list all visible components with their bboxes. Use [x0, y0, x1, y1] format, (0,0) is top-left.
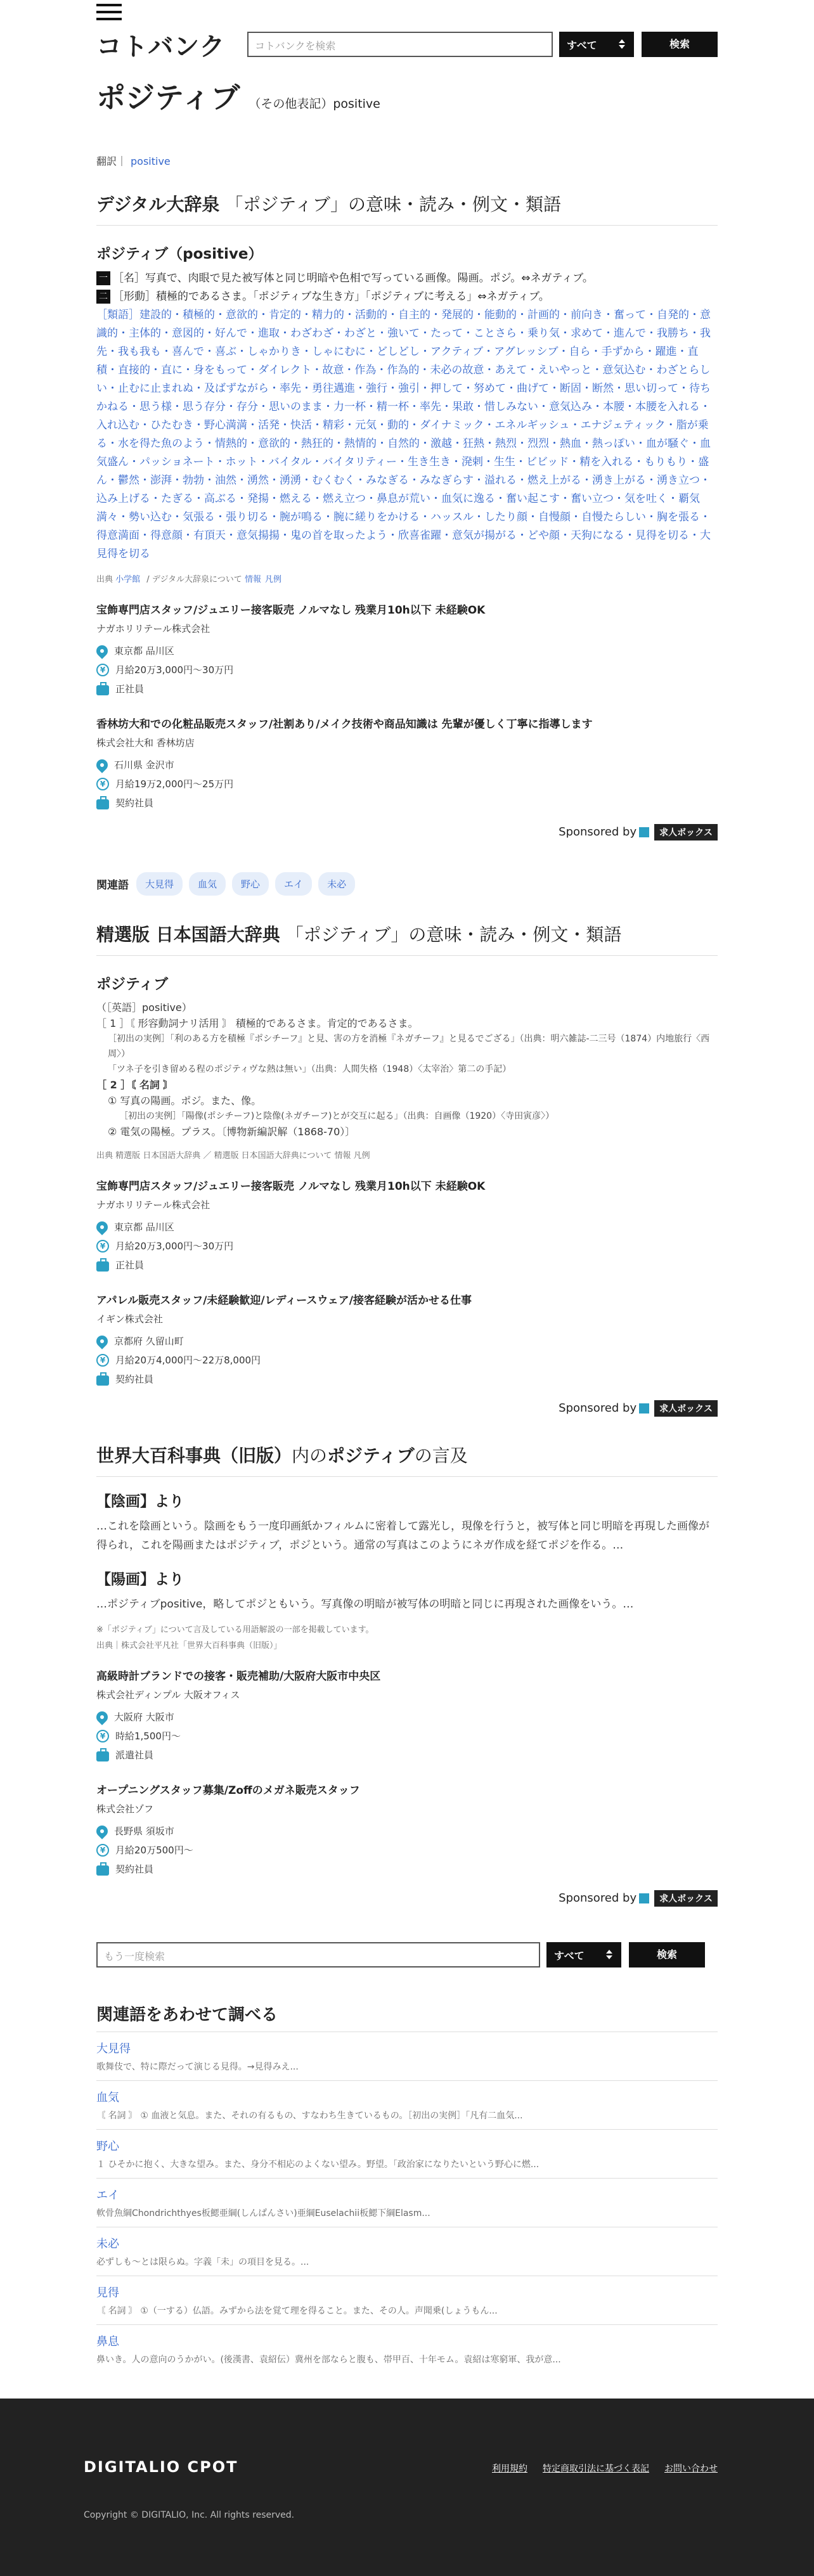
footer-link[interactable]: お問い合わせ [664, 2464, 718, 2474]
daijisen-def1 [96, 269, 718, 288]
heibon-p2: …ポジティブpositive，略してポジともいう。写真像の明暗が被写体の明暗と同じに再現された画像をいう。… [96, 1598, 634, 1611]
source-legend-link[interactable]: 凡例 [264, 575, 281, 584]
job-salary-text: 月給20万3,000円〜30万円 [115, 1240, 234, 1252]
location-pin-icon [94, 1219, 110, 1235]
job-type [96, 1746, 718, 1765]
sponsor-label: Sponsored by [559, 825, 637, 839]
nihon-s1: ［ 1 ］〘 形容動詞ナリ活用 〙 積極的であるさま。肯定的であるさま。 [96, 1017, 418, 1029]
related-word-link[interactable]: 鼻息 [96, 2335, 119, 2348]
related-word-item[interactable] [96, 2129, 718, 2178]
job-company: イギン株式会社 [96, 1313, 163, 1325]
job-type-text: 正社員 [115, 1259, 145, 1271]
translation-label: 翻訳｜ [96, 155, 127, 167]
job-card[interactable] [96, 1291, 718, 1389]
yen-icon: ¥ [96, 1844, 109, 1857]
daijisen-head: ポジティブ（positive） [96, 246, 263, 262]
footer-links [477, 2462, 718, 2475]
job-salary-text: 月給20万4,000円〜22万8,000円 [115, 1355, 261, 1366]
job-location [96, 641, 718, 660]
search-button[interactable]: 検索 [642, 32, 718, 57]
briefcase-icon [96, 799, 109, 809]
related-word-desc: 鼻いき。人の意向のうかがい。(後漢書、袁紹伝）冀州を部ならと腹も、帯甲百、十年モム。袁紹は寒窮軍、我が意... [96, 2355, 561, 2365]
related-words-list [96, 2032, 718, 2373]
related-chip[interactable]: 未必 [318, 872, 355, 896]
category-select[interactable]: すべて [559, 32, 634, 57]
heibon-title-word: ポジティブ [327, 1445, 415, 1466]
related-chip[interactable]: エイ [275, 872, 312, 896]
daijisen-title [96, 191, 718, 226]
daijisen-def2 [96, 288, 718, 306]
translation-link[interactable]: positive [131, 155, 171, 167]
nihon-s2: ［ 2 ］〘 名詞 〙 [96, 1079, 174, 1091]
job-salary [96, 775, 718, 794]
location-pin-icon [94, 1709, 110, 1725]
source-info-link[interactable]: 情報 [244, 575, 261, 584]
heibon-p1: …これを陰画という。陰画をもう一度印画紙かフィルムに密着して露光し，現像を行うと，被写体と同じ明暗を再現した画像が得られ，これを陽画またはポジティブ，ポジという。通常の写真はこのようにネガ作成を経てポジを作る。… [96, 1520, 709, 1552]
job-salary-text: 月給19万2,000円〜25万円 [115, 778, 234, 790]
job-salary-text: 月給20万500円〜 [115, 1845, 193, 1856]
job-type-text: 契約社員 [115, 1374, 154, 1385]
job-company: 株式会社ゾフ [96, 1803, 154, 1815]
job-card[interactable] [96, 1177, 718, 1275]
related-word-item[interactable] [96, 2080, 718, 2129]
job-company: ナガホリリテール株式会社 [96, 1199, 210, 1211]
heibon-title [96, 1442, 718, 1477]
heibon-h2: 【陽画】より [96, 1571, 184, 1588]
job-salary [96, 1351, 718, 1370]
job-type-text: 正社員 [115, 683, 145, 695]
heibon-note: ※「ポジティブ」について言及している用語解説の一部を掲載しています。 [96, 1625, 374, 1635]
nihon-title [96, 921, 718, 956]
kyujinbox-logo-icon [639, 1403, 649, 1414]
job-type [96, 1370, 718, 1389]
job-type [96, 1860, 718, 1879]
job-type [96, 1256, 718, 1275]
job-location [96, 1332, 718, 1351]
location-pin-icon [94, 757, 110, 773]
job-list-2 [96, 1177, 718, 1389]
location-pin-icon [94, 643, 110, 659]
job-location [96, 1708, 718, 1727]
footer-link[interactable]: 特定商取引法に基づく表記 [543, 2464, 649, 2474]
main-content [0, 75, 814, 2373]
heibon-title-mid: 内の [292, 1445, 328, 1466]
nihon-title-rest: 「ポジティブ」の意味・読み・例文・類語 [285, 924, 622, 945]
kyujinbox-logo-icon [639, 827, 649, 837]
job-location [96, 756, 718, 775]
job-title[interactable]: 香林坊大和での化粧品販売スタッフ/社割あり/メイク技術や商品知識は 先輩が優しく丁寧に指導します [96, 718, 593, 731]
source-label: 出典 [96, 575, 113, 584]
job-title[interactable]: アパレル販売スタッフ/未経験歓迎/レディースウェア/接客経験が活かせる仕事 [96, 1294, 472, 1307]
related-word-link[interactable]: 血気 [96, 2091, 119, 2104]
job-type-text: 契約社員 [115, 797, 154, 809]
related-label: 関連語 [96, 879, 129, 892]
briefcase-icon [96, 685, 109, 695]
related-word-link[interactable]: エイ [96, 2189, 119, 2202]
site-logo[interactable]: コトバンク [96, 32, 226, 61]
heibon-title-rest: の言及 [414, 1445, 468, 1466]
related-word-link[interactable]: 未必 [96, 2238, 119, 2251]
related-word-item[interactable] [96, 2276, 718, 2324]
related-word-item[interactable] [96, 2178, 718, 2227]
heibon-source: 出典｜株式会社平凡社「世界大百科事典（旧版）」 [96, 1641, 282, 1651]
kyujinbox-logo-icon [639, 1893, 649, 1903]
def1-text: ［名］写真で、肉眼で見た被写体と同じ明暗や色相で写っている画像。陽画。ポジ。⇔ネガティブ。 [113, 272, 593, 285]
related-word-desc: 〘 名詞 〙 ① 血液と気息。また、それの有るもの、すなわち生きているもの。［初出の実例］「凡有二血気... [96, 2111, 523, 2121]
job-salary [96, 1237, 718, 1256]
footer-link[interactable]: 利用規約 [492, 2464, 527, 2474]
job-card[interactable] [96, 601, 718, 699]
job-card[interactable] [96, 1667, 718, 1765]
nihon-s2a: ① 写真の陽画。ポジ。また、像。 [108, 1095, 262, 1107]
related-word-link[interactable]: 大見得 [96, 2042, 131, 2056]
sponsor-label: Sponsored by [559, 1401, 637, 1415]
bottom-search-input[interactable]: もう一度検索 [96, 1942, 540, 1967]
related-word-desc: １ ひそかに抱く、大きな望み。また、身分不相応のよくない望み。野望。「政治家になりたいという野心に燃... [96, 2160, 539, 2170]
job-salary [96, 1841, 718, 1860]
def2-text: ［形動］積極的であるさま。「ポジティブな生き方」「ポジティブに考える」⇔ネガティブ。 [113, 290, 550, 303]
nihon-source: 出典 精選版 日本国語大辞典 ／ 精選版 日本国語大辞典について 情報 凡例 [96, 1151, 370, 1161]
daijisen-title-rest: 「ポジティブ」の意味・読み・例文・類語 [225, 194, 561, 215]
related-word-item[interactable] [96, 2324, 718, 2373]
bottom-category-select[interactable]: すべて [546, 1942, 621, 1967]
job-title[interactable]: 宝飾専門店スタッフ/ジュエリー接客販売 ノルマなし 残業月10h以下 未経験OK [96, 604, 486, 617]
yen-icon: ¥ [96, 1354, 109, 1367]
location-pin-icon [94, 1333, 110, 1349]
job-company: 株式会社大和 香林坊店 [96, 737, 195, 749]
related-word-link[interactable]: 見得 [96, 2286, 119, 2300]
source-title: デジタル大辞泉について [152, 575, 242, 584]
briefcase-icon [96, 1865, 109, 1876]
page-subtitle: （その他表記）positive [249, 97, 380, 111]
job-card[interactable] [96, 715, 718, 813]
footer-logo[interactable]: DIGITALIO CPOT [84, 2458, 238, 2476]
job-type [96, 794, 718, 813]
job-location-text: 大阪府 大阪市 [114, 1711, 174, 1723]
job-location [96, 1218, 718, 1237]
job-location-text: 長野県 須坂市 [114, 1826, 174, 1837]
sponsor-brand[interactable]: 求人ボックス [654, 824, 718, 840]
sponsor [96, 1400, 718, 1417]
job-list-1 [96, 601, 718, 813]
sponsor-label: Sponsored by [559, 1891, 637, 1905]
related-word-item[interactable] [96, 2032, 718, 2080]
footer [0, 2399, 814, 2576]
job-title[interactable]: オープニングスタッフ募集/Zoffのメガネ販売スタッフ [96, 1784, 360, 1797]
related-words-title: 関連語をあわせて調べる [96, 2006, 278, 2025]
job-location-text: 京都府 久留山町 [114, 1336, 184, 1347]
job-location-text: 東京都 品川区 [114, 645, 174, 657]
briefcase-icon [96, 1261, 109, 1272]
job-location-text: 石川県 金沢市 [114, 759, 174, 771]
related-word-desc: 軟骨魚綱Chondrichthyes板鰓亜綱(しんぱんさい)亜綱Euselachii板鰓下綱Elasm... [96, 2208, 430, 2219]
job-salary-text: 時給1,500円〜 [115, 1730, 181, 1742]
block-icon: 一 [96, 271, 110, 285]
search-input[interactable]: コトバンクを検索 [247, 32, 553, 57]
block-icon: 二 [96, 290, 110, 304]
sponsor [96, 824, 718, 840]
related-word-desc: 〘 名詞 〙 ①（一する）仏語。みずから法を覚て理を得ること。また、その人。声聞乗(しょうもん... [96, 2306, 498, 2316]
bottom-search-button[interactable]: 検索 [629, 1942, 705, 1967]
copyright: Copyright © DIGITALIO, Inc. All rights reserved. [84, 2510, 295, 2520]
daijisen-source: 出典 小学館 / デジタル大辞泉について 情報 凡例 [96, 575, 281, 584]
yen-icon: ¥ [96, 664, 109, 676]
bottom-search [96, 1942, 718, 1970]
briefcase-icon [96, 1375, 109, 1386]
menu-icon[interactable] [96, 4, 122, 24]
nihon-q1: ［初出の実例］「利のある方を積極『ポシチーフ』と見、害の方を消極『ネガチーフ』と見るでござる」（出典：明六雑誌-二三号（1874）内地旅行〈西周〉） [108, 1034, 710, 1059]
nihon-eng: （［英語］positive） [96, 1001, 192, 1014]
job-type [96, 679, 718, 699]
related-word-desc: 必ずしも～とは限らぬ。字義「未」の項目を見る。... [96, 2257, 309, 2267]
sponsor [96, 1890, 718, 1907]
sponsor-brand[interactable]: 求人ボックス [654, 1890, 718, 1907]
job-type-text: 契約社員 [115, 1864, 154, 1875]
sponsor-brand[interactable]: 求人ボックス [654, 1400, 718, 1417]
job-location [96, 1822, 718, 1841]
header [0, 0, 814, 71]
job-title[interactable]: 高級時計ブランドでの接客・販売補助/大阪府大阪市中央区 [96, 1670, 381, 1683]
related-chip[interactable]: 大見得 [136, 872, 183, 896]
page-title [96, 75, 718, 117]
heibon-h1: 【陰画】より [96, 1493, 184, 1510]
nihon-q2: 「ツネ子を引き留める程のポジティヴな熱は無い」（出典：人間失格（1948）〈太宰治〉第二の手記） [108, 1064, 512, 1074]
job-company: 株式会社ディンプル 大阪オフィス [96, 1689, 240, 1701]
related-chips [96, 872, 718, 896]
nihon-head: ポジティブ [96, 976, 169, 993]
job-salary-text: 月給20万3,000円〜30万円 [115, 664, 234, 676]
nihon-q3: ［初出の実例］「陽像(ポシチーフ)と陰像(ネガチーフ)とが交互に起る」（出典：自画像（1920）〈寺田寅彦〉） [119, 1111, 555, 1121]
heibon-title-dict: 世界大百科事典（旧版） [96, 1445, 292, 1466]
yen-icon: ¥ [96, 1730, 109, 1742]
job-salary [96, 660, 718, 679]
chip-container [136, 872, 361, 896]
related-chip[interactable]: 野心 [232, 872, 269, 896]
job-type-text: 派遣社員 [115, 1749, 154, 1761]
related-word-link[interactable]: 野心 [96, 2140, 119, 2153]
yen-icon: ¥ [96, 1240, 109, 1253]
related-word-item[interactable] [96, 2227, 718, 2276]
daijisen-related[interactable]: ［類語］建設的・積極的・意欲的・肯定的・精力的・活動的・自主的・発展的・能動的・計画的・前向き・奮って・自発的・意識的・主体的・意図的・好んで・進取・わざわざ・わざと・強いて・たって・ことさら・乗り気・求めて・進んで・我勝ち・我先・我も我も・喜んで・喜ぶ・しゃかりき・しゃにむに・どしどし・アクティブ・アグレッシブ・自ら・手ずから・躍進・直積・直接的・直に・身をもって・ダイレクト・故意・作為・作為的・未必の故意・あえて・えいやっと・意気込む・わざとらしい・止むに止まれぬ・及ばずながら・率先・勇往邁進・強行・強引・押して・努めて・曲げて・断固・断然・思い切って・待ちかねる・思う様・思う存分・存分・思いのまま・力一杯・精一杯・率先・果敢・惜しみない・意気込み・本腰・本腰を入れる・入れ込む・ひたむき・野心満満・活発・快活・精彩・元気・動的・ダイナミック・エネルギッシュ・エナジェティック・脂が乗る・水を得た魚のよう・情熱的・意欲的・熱狂的・熱情的・自然的・激越・狂熱・熱烈・烈烈・熱血・熱っぽい・血が騒ぐ・血気盛ん・パッショネート・ホット・バイタル・バイタリティー・生き生き・溌剌・生生・ビビッド・精を入れる・もりもり・盛ん・鬱然・澎湃・勃勃・油然・湧然・湧湧・むくむく・みなぎる・みなぎらす・溢れる・燃え上がる・湧き上がる・湧き立つ・込み上げる・たぎる・高ぶる・発揚・燃える・燃え立つ・鼻息が荒い・血気に逸る・奮い起こす・奮い立つ・気を吐く・覇気満々・勢い込む・気張る・張り切る・腕が鳴る・腕に縒りをかける・ハッスル・したり顔・自慢顔・自慢たらしい・胸を張る・得意満面・得意顔・有頂天・意気揚揚・鬼の首を取ったよう・欣喜雀躍・意気が揚がる・どや顔・天狗になる・見得を切る・大見得を切る [96, 309, 711, 560]
related-chip[interactable]: 血気 [189, 872, 226, 896]
yen-icon: ¥ [96, 778, 109, 790]
job-company: ナガホリリテール株式会社 [96, 623, 210, 634]
job-salary [96, 1727, 718, 1746]
job-location-text: 東京都 品川区 [114, 1221, 174, 1233]
job-card[interactable] [96, 1781, 718, 1879]
nihon-title-dict: 精選版 日本国語大辞典 [96, 924, 280, 945]
job-list-3 [96, 1667, 718, 1879]
translation-row [96, 153, 718, 168]
source-publisher-link[interactable]: 小学館 [115, 575, 141, 584]
location-pin-icon [94, 1823, 110, 1839]
page-title-text: ポジティブ [96, 80, 240, 115]
briefcase-icon [96, 1751, 109, 1761]
nihon-s2b: ② 電気の陽極。プラス。〔博物新編訳解（1868-70）〕 [108, 1126, 356, 1138]
job-title[interactable]: 宝飾専門店スタッフ/ジュエリー接客販売 ノルマなし 残業月10h以下 未経験OK [96, 1180, 486, 1193]
related-word-desc: 歌舞伎で、特に際だって演じる見得。→見得みえ... [96, 2062, 299, 2072]
daijisen-title-dict: デジタル大辞泉 [96, 194, 220, 215]
